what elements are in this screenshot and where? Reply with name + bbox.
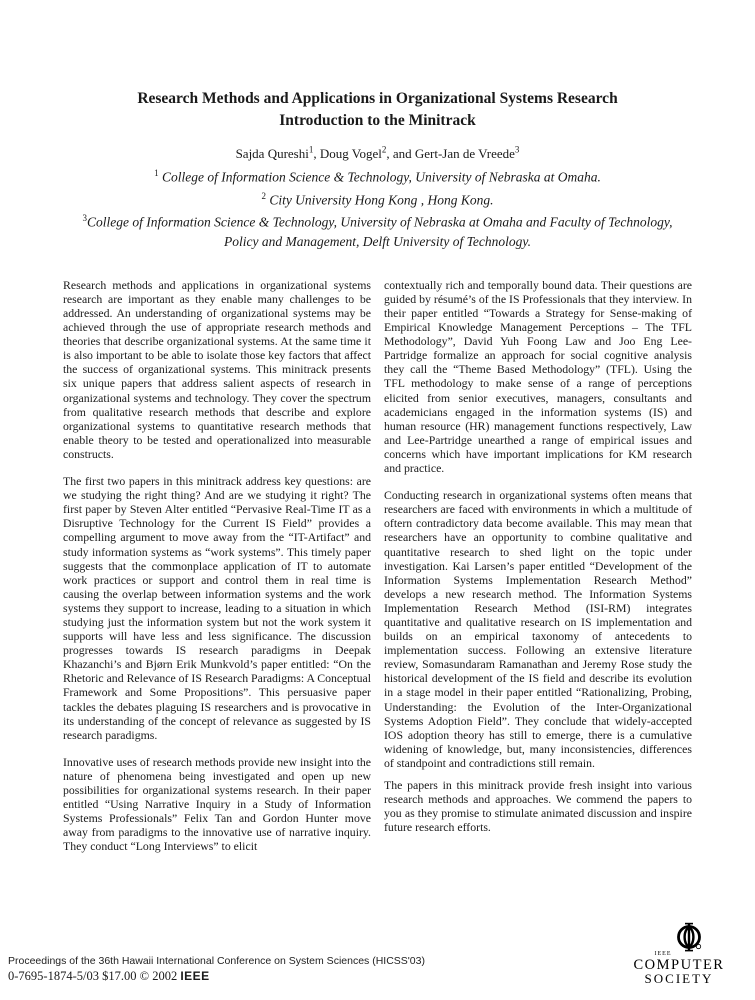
- copyright-line: [8, 968, 425, 984]
- author-2-sup: 2: [381, 145, 387, 155]
- computer-society-emblem-icon: [674, 922, 704, 959]
- author-1: Sajda Qureshi$^1$: [235, 145, 314, 162]
- cs-word-society: SOCIETY: [644, 971, 714, 986]
- paper-title-line2: Introduction to the Minitrack: [279, 112, 476, 129]
- authors-line: [0, 141, 755, 163]
- affiliations-block: [78, 164, 678, 251]
- cs-word-computer: COMPUTER: [633, 957, 725, 973]
- paper-title-line1: Research Methods and Applications in Organizational Systems Research: [137, 90, 618, 107]
- paragraph: The first two papers in this minitrack address key questions: are we studying the right thing? And are we studying it right? The first paper by Steven Alter entitled “Pervasive Real-Time IT as a Disruptive Technology for the Current IS Field” provides a compelling argument to move away from the “IT-Artifact” and study information systems as “work systems”. This timely paper suggests that the commonplace application of IT to automate work practices or support and control them in real time is causing the overlap between information systems and the work systems they support to increase, leading to a situation in which studying just the information system but not the work system it supports will have less and less significance. The discussion progresses towards IS research paradigms in Deepak Khazanchi’s and Bjørn Erik Munkvold’s paper entitled: “On the Rhetoric and Relevance of IS Research Paradigms: A Conceptual Framework and Some Propositions”. This persuasive paper tackles the debates plaguing IS researchers and is provocative in its understanding of the concept of relevance as suggested by IS research paradigms.: [63, 474, 371, 742]
- affiliation-3: $^3$College of Information Science & Technology, University of Nebraska at Omaha and Faculty of Technology, Policy and Management, Delft University of Technology.: [82, 213, 673, 249]
- paragraph: contextually rich and temporally bound data. Their questions are guided by résumé’s of the IS Professionals that they interview. In their paper entitled “Towards a Strategy for Sense-making of Empirical Knowledge Management Perceptions – The TFL Methodology”, David Yuh Foong Law and Joo Eng Lee-Partridge formalize an approach for social cognitive analysis they call the “Theme Based Methodology” (TFL). Using the TFL methodology to make sense of a range of perceptions elicited from senior executives, managers, consultants and academicians engaged in the information systems (IS) and human resource (HR) management functions respectively, Law and Lee-Partridge unearthed a range of empirical issues and concerns which have important implications for KM research and practice.: [384, 277, 692, 476]
- cs-ieee-label: IEEE: [654, 951, 672, 957]
- ieee-computer-society-logo: [619, 927, 739, 985]
- author-2: , Doug Vogel$^2$: [313, 145, 387, 162]
- cs-emblem-row: [619, 927, 739, 959]
- affiliation-1-sup: 1: [154, 168, 159, 179]
- paragraph: The papers in this minitrack provide fresh insight into various research methods and approaches. We commend the papers to you as they promise to stimulate animated discussion and inspire future research efforts.: [384, 778, 692, 835]
- paper-header: [0, 0, 755, 251]
- author-3: , and Gert-Jan de Vreede$^3$: [386, 145, 520, 162]
- right-column: [384, 278, 692, 867]
- paragraph: Research methods and applications in organizational systems research are important as they enable many challenges to be addressed. An understanding of organizational systems may be achieved through the use of appropriate research methods and theories that describe organizational systems. At the same time it is also important to be able to isolate those key factors that affect the success of organizational systems. This minitrack presents six unique papers that address salient aspects of research in organizational systems and technology. They cover the spectrum from qualitative research methods that describe and explore organizational systems to quantitative research methods that enable theory to be tested and operationalized into measurable constructs.: [63, 277, 371, 461]
- affiliation-2: $^2$ City University Hong Kong , Hong Kong.: [261, 190, 494, 208]
- isbn-copyright-text: 0-7695-1874-5/03 $17.00 © 2002: [8, 969, 181, 983]
- left-column: [63, 278, 371, 867]
- affiliation-1: $^1$ College of Information Science & Technology, University of Nebraska at Omaha.: [154, 168, 601, 185]
- paper-body: [0, 278, 755, 867]
- affiliation-2-sup: 2: [261, 190, 266, 201]
- author-1-sup: 1: [308, 145, 314, 155]
- affiliation-3-sup: 3: [82, 213, 88, 224]
- footer: [8, 954, 425, 984]
- ieee-wordmark: IEEE: [180, 969, 210, 983]
- paragraph: Conducting research in organizational systems often means that researchers are faced with environments in which a multitude of oftern contradictory data become available. This may mean that researchers have an opportunity to combine qualitative and quantitative research to shed light on the topic under investigation. Kai Larsen’s paper entitled “Development of the Information Systems Implementation Research Method” develops a new research method. The Information Systems Implementation Research Method (ISI-RM) integrates quantitative and qualitative research on IS implementation and builds on an empirical taxonomy of antecedents to implementation success. Following an extensive literature review, Somasundaram Ramanathan and Jeremy Rose study the historical development of the IS field and describe its evolution in a stage model in their paper entitled “Rationalizing, Probing, Understanding: the Evolution of the Inter-Organizational Systems Adoption Field”. They conclude that widely-accepted IOS adoption theory has still to emerge, there is a cumulative widening of knowledge, but, many inconsistencies, differences of standpoint and contradictions still remain.: [384, 488, 692, 770]
- proceedings-line: Proceedings of the 36th Hawaii International Conference on System Sciences (HICSS'03): [8, 955, 425, 967]
- paragraph: Innovative uses of research methods provide new insight into the nature of phenomena being investigated and open up new possibilities for organizational systems research. In their paper entitled “Using Narrative Inquiry in a Study of Information Systems Professionals” Felix Tan and Gordon Hunter move away from paradigms to the innovative use of narrative inquiry. They conduct “Long Interviews” to elicit: [63, 754, 371, 854]
- author-3-sup: 3: [514, 145, 520, 155]
